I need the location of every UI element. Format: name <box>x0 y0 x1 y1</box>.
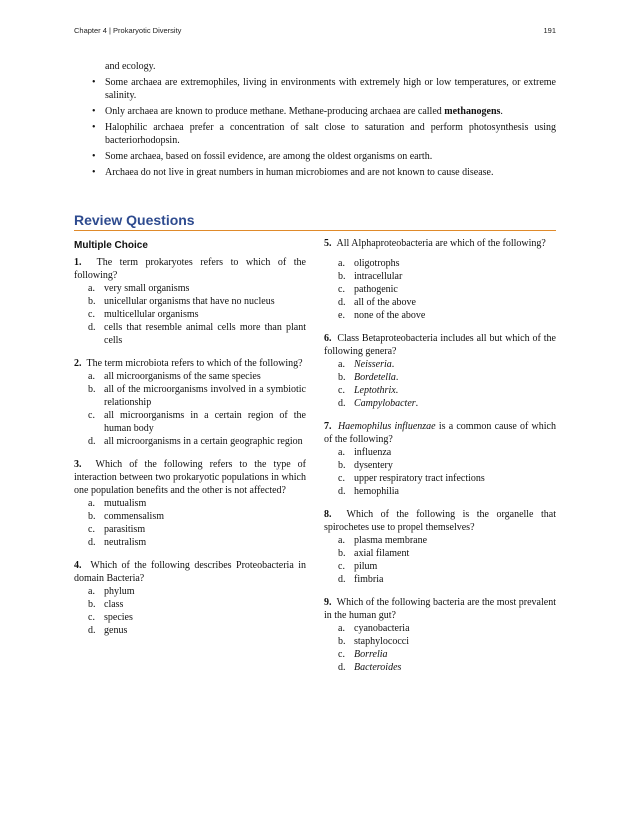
answer-option: d. all of the above <box>338 297 416 308</box>
option-letter: c. <box>338 284 345 295</box>
question-text: 2. The term microbiota refers to which of the following? <box>74 358 303 369</box>
answer-option: a. cyanobacteria <box>338 623 410 634</box>
answer-option: c. upper respiratory tract infections <box>338 473 485 484</box>
answer-option: e. none of the above <box>338 310 426 321</box>
option-letter: d. <box>338 574 346 585</box>
bullet-item: • Some archaea are extremophiles, living in environments with extremely high or low temperatures, or extreme salinity. <box>92 77 556 101</box>
answer-option: b. all of the microorganisms involved in a symbiotic relationship <box>88 384 306 408</box>
answer-option: d. hemophilia <box>338 486 399 497</box>
question-text: 8. Which of the following is the organelle that spirochetes use to propel themselves? <box>324 509 556 533</box>
answer-option: a. oligotrophs <box>338 258 400 269</box>
answer-options <box>74 497 306 549</box>
summary-bullet-list <box>74 60 556 182</box>
question-text: 7. Haemophilus influenzae is a common cause of which of the following? <box>324 421 556 445</box>
answer-option: d. Campylobacter. <box>338 398 419 409</box>
answer-option: b. intracellular <box>338 271 403 282</box>
questions-column-left <box>74 237 306 647</box>
option-letter: d. <box>338 297 346 308</box>
answer-option: c. parasitism <box>88 524 146 535</box>
question-number: 9. <box>324 597 332 608</box>
bullet-dot: • <box>92 106 96 117</box>
option-letter: b. <box>88 384 96 395</box>
answer-option: c. pathogenic <box>338 284 398 295</box>
answer-option: a. very small organisms <box>88 283 190 294</box>
key-term: methanogens <box>444 106 501 117</box>
answer-option: a. plasma membrane <box>338 535 428 546</box>
question-number: 1. <box>74 257 82 268</box>
bullet-dot: • <box>92 167 96 178</box>
bullet-item: and ecology. <box>105 61 156 72</box>
answer-option: b. class <box>88 599 124 610</box>
genus-name: Borrelia <box>354 649 388 660</box>
answer-options <box>324 534 556 586</box>
question <box>74 458 306 549</box>
answer-option <box>324 648 556 661</box>
answer-option: c. pilum <box>338 561 378 572</box>
option-letter: a. <box>338 623 345 634</box>
section-title: Review Questions <box>74 212 195 228</box>
option-letter: b. <box>338 271 346 282</box>
question-number: 3. <box>74 459 82 470</box>
question-text: 9. Which of the following bacteria are the most prevalent in the human gut? <box>324 597 556 621</box>
answer-option: a. Neisseria. <box>338 359 395 370</box>
question-text: 5. All Alphaproteobacteria are which of the following? <box>324 238 546 249</box>
answer-option: d. genus <box>88 625 128 636</box>
running-header <box>74 26 556 35</box>
answer-options <box>74 585 306 637</box>
answer-option: a. influenza <box>338 447 392 458</box>
answer-option: b. staphylococci <box>338 636 409 647</box>
option-letter: a. <box>338 359 345 370</box>
answer-option: b. commensalism <box>88 511 164 522</box>
option-letter: b. <box>88 296 96 307</box>
option-letter: d. <box>338 662 346 673</box>
answer-options <box>324 446 556 498</box>
question <box>74 559 306 637</box>
question <box>324 508 556 586</box>
option-letter: a. <box>88 371 95 382</box>
answer-option: a. phylum <box>88 586 135 597</box>
chapter-title: Chapter 4 | Prokaryotic Diversity <box>74 26 182 35</box>
option-letter: c. <box>338 649 345 660</box>
questions-column-right <box>324 237 556 684</box>
answer-option: a. mutualism <box>88 498 147 509</box>
bullet-dot: • <box>92 151 96 162</box>
spacer <box>324 250 556 257</box>
answer-option: b. axial filament <box>338 548 410 559</box>
option-letter: a. <box>88 498 95 509</box>
option-letter: d. <box>338 486 346 497</box>
option-letter: b. <box>88 511 96 522</box>
question-number: 2. <box>74 358 82 369</box>
option-letter: e. <box>338 310 345 321</box>
option-letter: b. <box>338 636 346 647</box>
page-number: 191 <box>543 26 556 35</box>
section-divider <box>74 230 556 231</box>
answer-option: d. all microorganisms in a certain geographic region <box>88 436 303 447</box>
option-letter: c. <box>338 385 345 396</box>
genus-name: Leptothrix <box>354 385 396 396</box>
question-number: 5. <box>324 238 332 249</box>
option-letter: d. <box>338 398 346 409</box>
answer-option: d. fimbria <box>338 574 384 585</box>
option-letter: c. <box>88 309 95 320</box>
option-letter: c. <box>338 473 345 484</box>
answer-option: c. Leptothrix. <box>338 385 399 396</box>
option-letter: d. <box>88 537 96 548</box>
genus-name: Campylobacter <box>354 398 416 409</box>
option-letter: a. <box>88 586 95 597</box>
question <box>324 420 556 498</box>
bullet-dot: • <box>92 77 96 88</box>
answer-option: b. dysentery <box>338 460 393 471</box>
genus-name: Bacteroides <box>354 662 402 673</box>
option-letter: d. <box>88 322 96 333</box>
subheading: Multiple Choice <box>74 240 148 251</box>
answer-option: c. all microorganisms in a certain region of the human body <box>88 410 306 434</box>
question-number: 8. <box>324 509 332 520</box>
question-number: 6. <box>324 333 332 344</box>
option-letter: d. <box>88 436 96 447</box>
bullet-item: • Halophilic archaea prefer a concentration of salt close to saturation and perform photosynthesis using bacteriorhodopsin. <box>92 122 556 146</box>
question-number: 4. <box>74 560 82 571</box>
option-letter: b. <box>338 548 346 559</box>
answer-option: d. cells that resemble animal cells more than plant cells <box>88 322 306 346</box>
option-letter: c. <box>338 561 345 572</box>
answer-options <box>74 282 306 347</box>
question-text: 6. Class Betaproteobacteria includes all but which of the following genera? <box>324 333 556 357</box>
answer-option: c. species <box>88 612 133 623</box>
option-letter: a. <box>338 447 345 458</box>
question-text: 3. Which of the following refers to the type of interaction between two prokaryotic populations in which one population benefits and the other is not affected? <box>74 459 307 496</box>
question <box>324 596 556 674</box>
answer-options <box>324 358 556 410</box>
bullet-dot: • <box>92 122 96 133</box>
question-text: 4. Which of the following describes Proteobacteria in domain Bacteria? <box>74 560 306 584</box>
answer-option: c. multicellular organisms <box>88 309 199 320</box>
species-name: Haemophilus influenzae <box>337 421 436 432</box>
answer-option: b. Bordetella. <box>338 372 399 383</box>
option-letter: c. <box>88 410 95 421</box>
answer-option: a. all microorganisms of the same species <box>88 371 261 382</box>
genus-name: Neisseria <box>354 359 392 370</box>
option-letter: b. <box>338 460 346 471</box>
question-text: 1. The term prokaryotes refers to which of the following? <box>74 257 306 281</box>
answer-options <box>324 257 556 322</box>
answer-option <box>324 661 556 674</box>
answer-option: d. neutralism <box>88 537 147 548</box>
question <box>74 357 306 448</box>
option-letter: a. <box>338 535 345 546</box>
question-number: 7. <box>324 421 332 432</box>
bullet-item: • Archaea do not live in great numbers in human microbiomes and are not known to cause disease. <box>92 167 494 178</box>
answer-options <box>74 370 306 448</box>
option-letter: d. <box>88 625 96 636</box>
genus-name: Bordetella <box>354 372 396 383</box>
option-letter: a. <box>338 258 345 269</box>
bullet-item: • Only archaea are known to produce methane. Methane-producing archaea are called methanogens. <box>92 106 503 117</box>
option-letter: a. <box>88 283 95 294</box>
option-letter: b. <box>88 599 96 610</box>
bullet-item: • Some archaea, based on fossil evidence, are among the oldest organisms on earth. <box>92 151 433 162</box>
answer-option: b. unicellular organisms that have no nucleus <box>88 296 275 307</box>
option-letter: b. <box>338 372 346 383</box>
answer-options <box>324 622 556 674</box>
question <box>324 237 556 322</box>
option-letter: c. <box>88 524 95 535</box>
option-letter: c. <box>88 612 95 623</box>
question <box>324 332 556 410</box>
question <box>74 256 306 347</box>
